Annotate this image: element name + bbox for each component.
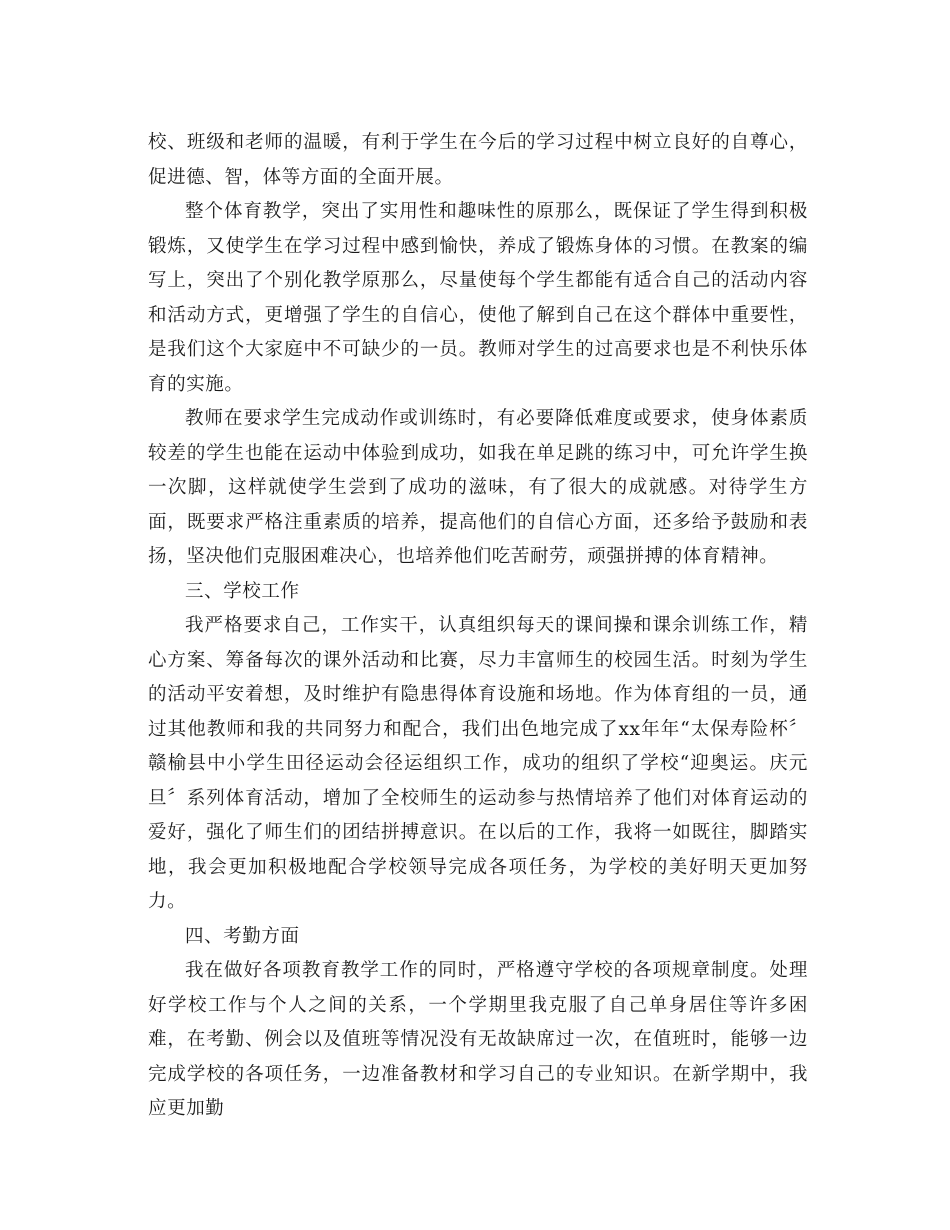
paragraph-attendance: 我在做好各项教育教学工作的同时，严格遵守学校的各项规章制度。处理好学校工作与个人之间的关系，一个学期里我克服了自己单身居住等许多困难，在考勤、例会以及值班等情况没有无故缺席过一次，在值班时，能够一边完成学校的各项任务，一边准备教材和学习自己的专业知识。在新学期中，我应更加勤 bbox=[148, 960, 808, 1119]
paragraph-school-work: 我严格要求自己，工作实干，认真组织每天的课间操和课余训练工作，精心方案、筹备每次的课外活动和比赛，尽力丰富师生的校园生活。时刻为学生的活动平安着想，及时维护有隐患得体育设施和场地。作为体育组的一员，通过其他教师和我的共同努力和配合，我们出色地完成了xx年年“太保寿险杯〞赣榆县中小学生田径运动会径运组织工作，成功的组织了学校“迎奥运。庆元旦〞系列体育活动，增加了全校师生的运动参与热情培养了他们对体育运动的爱好，强化了师生们的团结拼搏意识。在以后的工作，我将一如既往，脚踏实地，我会更加积极地配合学校领导完成各项任务，为学校的美好明天更加努力。 bbox=[148, 615, 808, 912]
section-heading-attendance: 四、考勤方面 bbox=[185, 925, 300, 947]
paragraph-teaching-principles: 整个体育教学，突出了实用性和趣味性的原那么，既保证了学生得到积极锻炼，又使学生在学习过程中感到愉快，养成了锻炼身体的习惯。在教案的编写上，突出了个别化教学原那么，尽量使每个学生都能有适合自己的活动内容和活动方式，更增强了学生的自信心，使他了解到自己在这个群体中重要性，是我们这个大家庭中不可缺少的一员。教师对学生的过高要求也是不利快乐体育的实施。 bbox=[148, 201, 808, 395]
section-heading-school-work: 三、学校工作 bbox=[185, 580, 300, 602]
paragraph-teacher-requirements: 教师在要求学生完成动作或训练时，有必要降低难度或要求，使身体素质较差的学生也能在运动中体验到成功，如我在单足跳的练习中，可允许学生换一次脚，这样就使学生尝到了成功的滋味，有了很大的成就感。对待学生方面，既要求严格注重素质的培养，提高他们的自信心方面，还多给予鼓励和表扬，坚决他们克服困难决心，也培养他们吃苦耐劳，顽强拼搏的体育精神。 bbox=[148, 408, 808, 567]
document-body bbox=[148, 126, 808, 1127]
paragraph-continuation: 校、班级和老师的温暖，有利于学生在今后的学习过程中树立良好的自尊心，促进德、智，体等方面的全面开展。 bbox=[148, 132, 808, 188]
